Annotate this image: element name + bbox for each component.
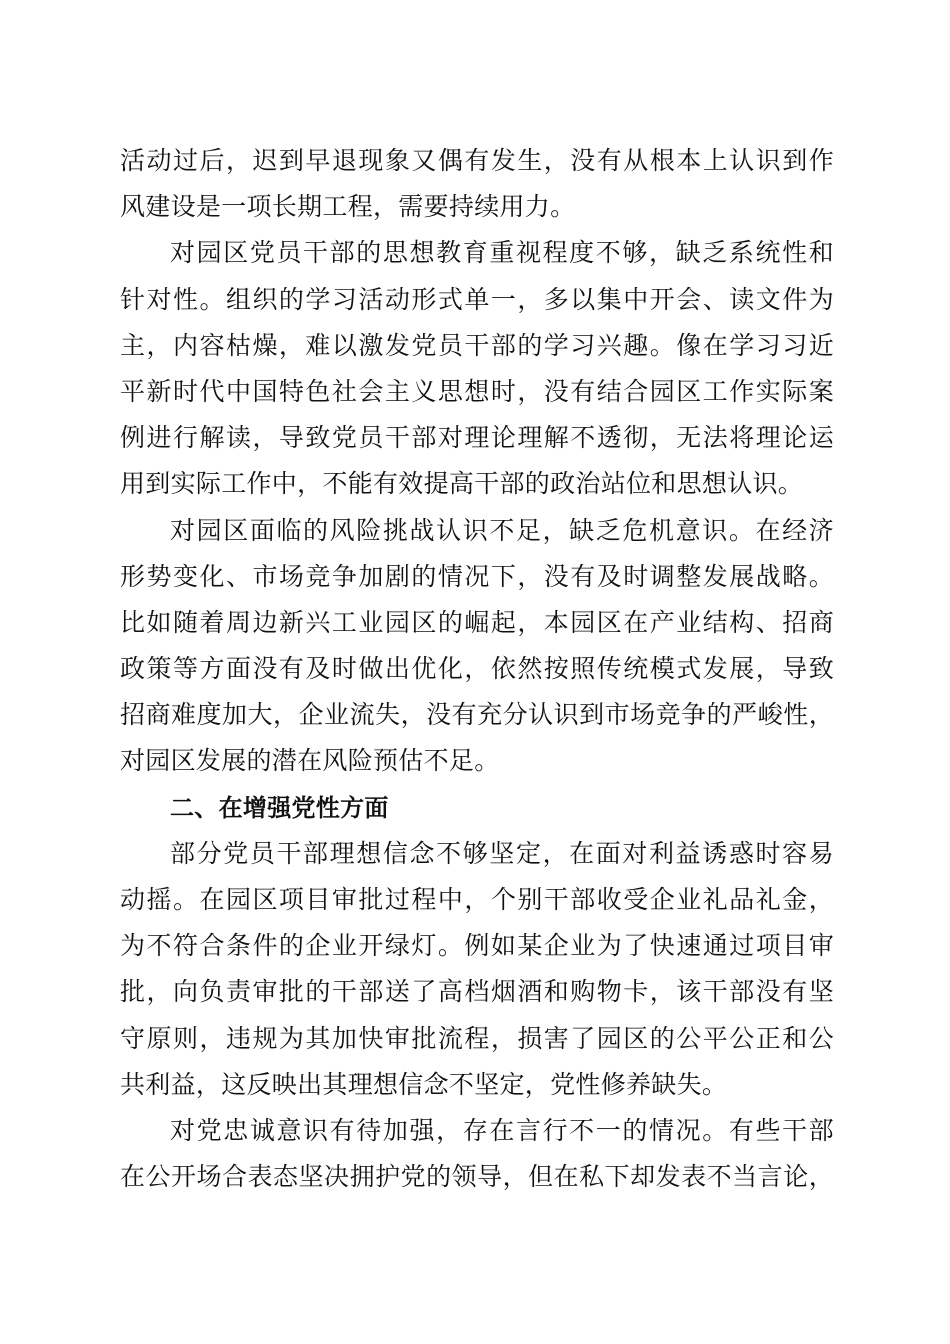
text-line: 批，向负责审批的干部送了高档烟酒和购物卡，该干部没有坚 xyxy=(120,977,834,1007)
text-line: 主，内容枯燥，难以激发党员干部的学习兴趣。像在学习习近 xyxy=(120,330,834,360)
text-line: 对园区发展的潜在风险预估不足。 xyxy=(120,746,500,776)
paragraph-first-line: 对党忠诚意识有待加强，存在言行不一的情况。有些干部 xyxy=(170,1115,834,1145)
text-line: 为不符合条件的企业开绿灯。例如某企业为了快速通过项目审 xyxy=(120,931,834,961)
text-line: 政策等方面没有及时做出优化，依然按照传统模式发展，导致 xyxy=(120,654,834,684)
text-line: 形势变化、市场竞争加剧的情况下，没有及时调整发展战略。 xyxy=(120,561,834,591)
text-line: 例进行解读，导致党员干部对理论理解不透彻，无法将理论运 xyxy=(120,423,834,453)
paragraph-first-line: 对园区面临的风险挑战认识不足，缺乏危机意识。在经济 xyxy=(170,515,834,545)
text-line: 风建设是一项长期工程，需要持续用力。 xyxy=(120,192,576,222)
text-line: 活动过后，迟到早退现象又偶有发生，没有从根本上认识到作 xyxy=(120,146,834,175)
text-line: 针对性。组织的学习活动形式单一，多以集中开会、读文件为 xyxy=(120,284,834,314)
text-line: 动摇。在园区项目审批过程中，个别干部收受企业礼品礼金， xyxy=(120,885,834,914)
text-line: 招商难度加大，企业流失，没有充分认识到市场竞争的严峻性， xyxy=(120,700,834,730)
paragraph-first-line: 部分党员干部理想信念不够坚定，在面对利益诱惑时容易 xyxy=(170,838,834,868)
text-line: 守原则，违规为其加快审批流程，损害了园区的公平公正和公 xyxy=(120,1023,834,1053)
text-line: 用到实际工作中，不能有效提高干部的政治站位和思想认识。 xyxy=(120,469,804,499)
text-line: 共利益，这反映出其理想信念不坚定，党性修养缺失。 xyxy=(120,1069,728,1099)
section-heading: 二、在增强党性方面 xyxy=(170,793,389,822)
document-page xyxy=(120,138,834,1200)
text-line: 平新时代中国特色社会主义思想时，没有结合园区工作实际案 xyxy=(120,376,834,406)
text-line: 比如随着周边新兴工业园区的崛起，本园区在产业结构、招商 xyxy=(120,607,834,637)
text-line: 在公开场合表态坚决拥护党的领导，但在私下却发表不当言论， xyxy=(120,1162,834,1192)
paragraph-first-line: 对园区党员干部的思想教育重视程度不够，缺乏系统性和 xyxy=(170,238,834,268)
